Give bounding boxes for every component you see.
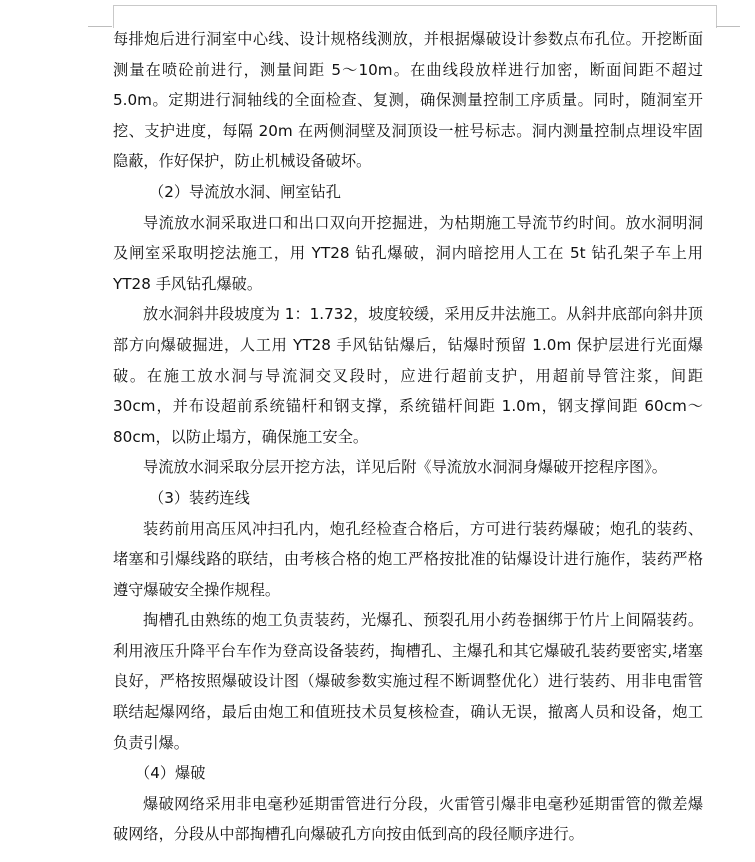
heading-blasting: （4）爆破 [135, 764, 206, 783]
paragraph-incline-section: 放水洞斜井段坡度为 1：1.732，坡度较缓，采用反井法施工。从斜井底部向斜井顶部方向爆破掘进，人工用 YT28 手风钻钻爆后，钻爆时预留 1.0m 保护层进行光面爆破。在施工放水洞与导流洞交叉段时，应进行超前支护，用超前导管注浆，间距 30cm，并布设超前系统锚杆和钢支撑，系统锚杆间距 1.0m，钢支撑间距 60cm～80cm，以防止塌方，确保施工安全。 [113, 305, 703, 446]
paragraph-layered-excavation: 导流放水洞采取分层开挖方法，详见后附《导流放水洞洞身爆破开挖程序图》。 [143, 458, 667, 477]
paragraph-drilling-method: 导流放水洞采取进口和出口双向开挖掘进，为枯期施工导流节约时间。放水洞明洞及闸室采取明挖法施工，用 YT28 钻孔爆破，洞内暗挖用人工在 5t 钻孔架子车上用 YT28 手风钻孔爆破。 [113, 213, 703, 293]
page-corner-mark-left [88, 26, 112, 27]
heading-drilling: （2）导流放水洞、闸室钻孔 [149, 182, 341, 201]
paragraph-charging-prep: 装药前用高压风冲扫孔内，炮孔经检查合格后，方可进行装药爆破；炮孔的装药、堵塞和引爆线路的联结，由考核合格的炮工严格按批准的钻爆设计进行施作，装药严格遵守爆破安全操作规程。 [113, 519, 703, 599]
paragraph-cut-hole-charging: 掏槽孔由熟练的炮工负责装药，光爆孔、预裂孔用小药卷捆绑于竹片上间隔装药。利用液压升降平台车作为登高设备装药，掏槽孔、主爆孔和其它爆破孔装药要密实,堵塞良好，严格按照爆破设计图（爆破参数实施过程不断调整优化）进行装药、用非电雷管联结起爆网络，最后由炮工和值班技术员复核检查，确认无误，撤离人员和设备，炮工负责引爆。 [113, 611, 703, 752]
paragraph-survey: 每排炮后进行洞室中心线、设计规格线测放，并根据爆破设计参数点布孔位。开挖断面测量在喷砼前进行，测量间距 5～10m。在曲线段放样进行加密，断面间距不超过 5.0m。定期进行洞轴线的全面检查、复测，确保测量控制工序质量。同时，随洞室开挖、支护进度，每隔 20m 在两侧洞壁及洞顶设一桩号标志。洞内测量控制点埋设牢固隐蔽，作好保护，防止机械设备破坏。 [113, 30, 703, 171]
page-corner-mark-right [716, 26, 740, 27]
paragraph-blasting-network: 爆破网络采用非电毫秒延期雷管进行分段，火雷管引爆非电毫秒延期雷管的微差爆破网络，分段从中部掏槽孔向爆破孔方向按由低到高的段径顺序进行。 [113, 794, 703, 844]
heading-charging: （3）装药连线 [149, 488, 250, 507]
document-body [113, 24, 703, 850]
